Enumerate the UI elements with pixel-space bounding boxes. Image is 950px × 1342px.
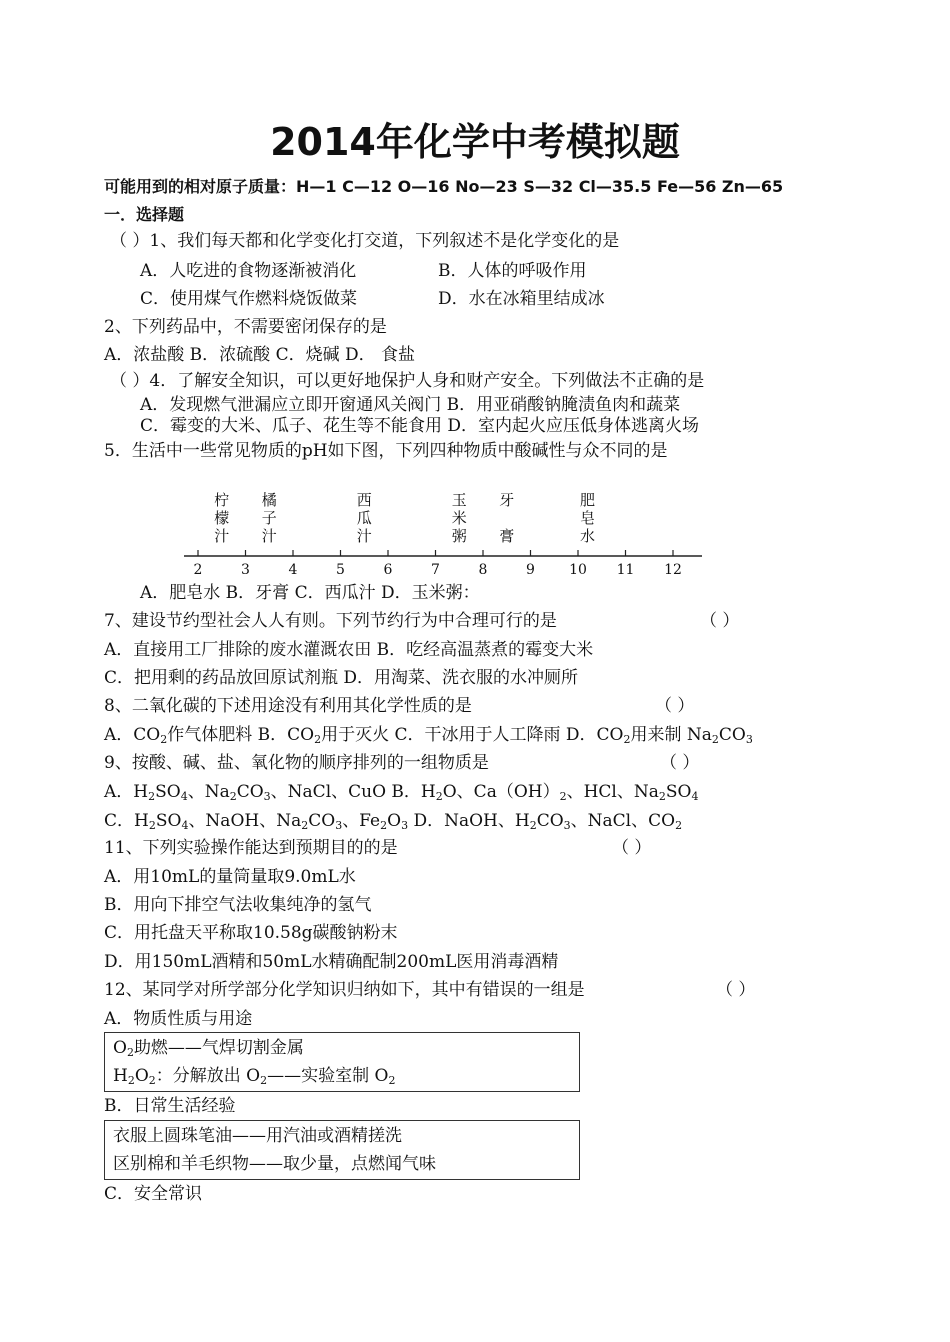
ph-substance-label: 汁 [214,527,230,545]
question-5-options: A．肥皂水 B．牙膏 C．西瓜汁 D．玉米粥： [140,583,480,603]
question-12-stem: 12、某同学对所学部分化学知识归纳如下，其中有错误的一组是 [104,980,585,1000]
ph-tick-label: 6 [383,562,393,578]
ph-tick-label: 3 [241,562,250,578]
question-11-option-a: A．用10mL的量筒量取9.0mL水 [104,867,356,887]
ph-substance-label: 瓜 [356,509,372,527]
question-12-box-a [104,1032,580,1092]
question-4-options-ab: A．发现燃气泄漏应立即开窗通风关阀门 B．用亚硝酸钠腌渍鱼肉和蔬菜 [140,395,681,415]
box-b-line-1: 衣服上圆珠笔油——用汽油或酒精搓洗 [113,1126,402,1146]
ph-tick-label: 11 [616,562,635,578]
ph-tick-label: 5 [336,562,345,578]
ph-substance-label: 汁 [261,527,277,545]
ph-substance-label: 米 [451,509,467,527]
question-9-options-cd: C．$H_2SO_4$、NaOH、$Na_2CO_3$、$Fe_2O_3$ D．NaOH、$H_2CO_3$、NaCl、$CO_2$ [104,811,683,832]
question-12-option-c-label: C．安全常识 [104,1184,203,1204]
ph-tick-label: 9 [526,562,535,578]
ph-substance-label: 玉 [451,491,467,509]
question-2-stem: 2、下列药品中，不需要密闭保存的是 [104,317,387,337]
atomic-masses: 可能用到的相对原子质量：H—1 C—12 O—16 No—23 S—32 Cl—35.5 Fe—56 Zn—65 [104,177,784,196]
question-7-stem: 7、建设节约型社会人人有则。下列节约行为中合理可行的是 [104,611,557,631]
question-2-options: A．浓盐酸 B．浓硫酸 C．烧碱 D． 食盐 [104,345,416,365]
question-9-stem: 9、按酸、碱、盐、氧化物的顺序排列的一组物质是 [104,753,489,773]
ph-substance-label: 檬 [214,509,230,527]
question-12-option-b-label: B．日常生活经验 [104,1096,236,1116]
section-heading: 一．选择题 [104,205,185,224]
question-8-stem: 8、二氧化碳的下述用途没有利用其化学性质的是 [104,696,472,716]
question-4-options-cd: C．霉变的大米、瓜子、花生等不能食用 D．室内起火应压低身体逃离火场 [140,416,700,436]
ph-scale-figure [180,490,710,580]
ph-tick-label: 12 [664,562,682,578]
question-7-options-ab: A．直接用工厂排除的废水灌溉农田 B．吃经高温蒸煮的霉变大米 [104,640,594,660]
ph-substance-label: 橘 [261,491,277,509]
ph-substance-label: 汁 [356,527,372,545]
question-11-stem: 11、下列实验操作能达到预期目的的是 [104,838,398,858]
ph-substance-label: 牙 [499,491,515,509]
question-11-option-d: D．用150mL酒精和50mL水精确配制200mL医用消毒酒精 [104,952,559,972]
ph-substance-label: 肥 [579,491,596,509]
question-12-option-a-label: A．物质性质与用途 [104,1009,253,1029]
question-8-answer-paren: （ ） [655,696,695,716]
ph-substance-label: 粥 [451,527,467,545]
ph-tick-label: 2 [193,562,203,578]
ph-substance-label: 柠 [214,491,230,509]
question-11-option-c: C．用托盘天平称取10.58g碳酸钠粉末 [104,923,398,943]
question-7-answer-paren: （ ） [700,611,740,631]
ph-substance-label: 水 [579,527,596,545]
question-1-option-b: B．人体的呼吸作用 [438,261,587,281]
question-1-option-c: C．使用煤气作燃料烧饭做菜 [140,289,358,309]
ph-substance-label: 膏 [499,527,515,545]
question-1-option-d: D．水在冰箱里结成冰 [438,289,605,309]
box-b-line-2: 区别棉和羊毛织物——取少量，点燃闻气味 [113,1154,436,1174]
ph-substance-label: 西 [356,491,372,509]
ph-tick-label: 10 [569,562,587,578]
ph-substance-label: 子 [261,509,277,527]
ph-tick-label: 4 [288,562,298,578]
question-1-option-a: A．人吃进的食物逐渐被消化 [140,261,357,281]
box-a-line-2: $H_2O_2$：分解放出 $O_2——$实验室制 $O_2$ [113,1066,396,1087]
box-a-line-1: $O_2$助燃——气焊切割金属 [113,1038,304,1059]
ph-tick-label: 7 [431,562,440,578]
question-9-options-ab: A．$H_2SO_4$、$Na_2CO_3$、NaCl、CuO B．$H_2O$、$Ca(OH)_2$、HCl、$Na_2SO_4$ [104,782,699,803]
question-5-stem: 5．生活中一些常见物质的pH如下图，下列四种物质中酸碱性与众不同的是 [104,441,668,461]
page-title: 2014年化学中考模拟题 [270,120,680,164]
question-11-answer-paren: （ ） [612,838,652,858]
question-12-answer-paren: （ ） [716,980,756,1000]
question-8-options: A．$CO_2$作气体肥料 B．$CO_2$用于灭火 C．干冰用于人工降雨 D．$CO_2$用来制 $Na_2CO_3$ [104,725,753,746]
question-11-option-b: B．用向下排空气法收集纯净的氢气 [104,895,372,915]
ph-tick-label: 8 [478,562,488,578]
question-12-box-b [104,1120,580,1180]
question-9-answer-paren: （ ） [660,753,700,773]
ph-substance-label: 皂 [579,509,596,527]
question-1-stem: （ ）1、我们每天都和化学变化打交道，下列叙述不是化学变化的是 [110,231,620,251]
question-4-stem: （ ）4．了解安全知识，可以更好地保护人身和财产安全。下列做法不正确的是 [110,371,705,391]
question-7-options-cd: C．把用剩的药品放回原试剂瓶 D．用淘菜、洗衣服的水冲厕所 [104,668,579,688]
